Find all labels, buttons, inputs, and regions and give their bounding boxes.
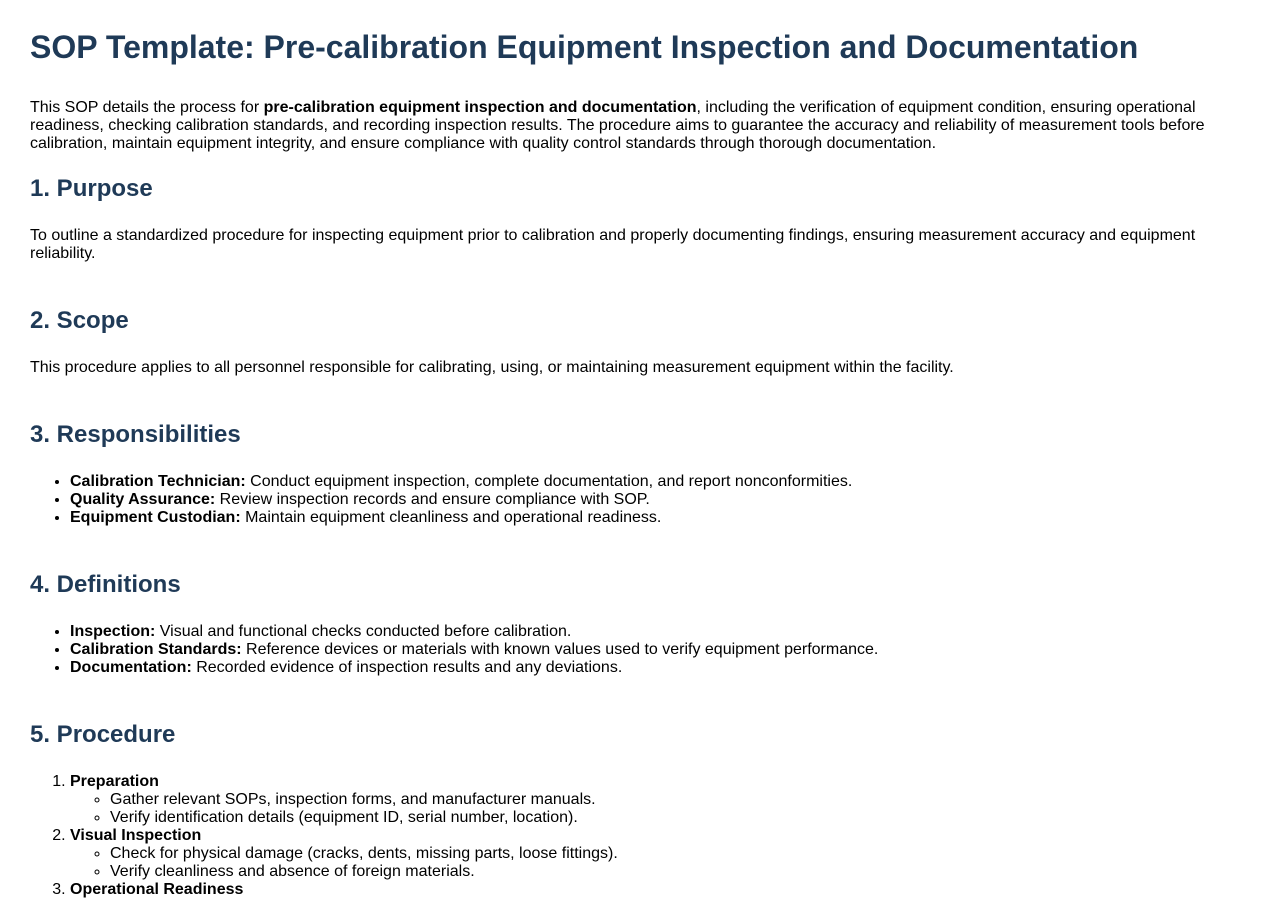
list-item (70, 491, 1233, 509)
list-item (70, 623, 1233, 641)
responsibilities-heading: 3. Responsibilities (30, 421, 241, 448)
step-substeps (70, 845, 1233, 881)
list-item (70, 509, 1233, 527)
procedure-list (30, 773, 1233, 899)
list-item (70, 473, 1233, 491)
step-title: Operational Readiness (70, 881, 244, 898)
item-term: Quality Assurance: (70, 491, 216, 508)
item-text: Conduct equipment inspection, complete documentation, and report nonconformities. (245, 473, 853, 490)
step-title: Visual Inspection (70, 827, 202, 844)
intro-text-start: This SOP details the process for (30, 99, 264, 116)
item-term: Calibration Technician: (70, 473, 246, 490)
step-title: Preparation (70, 773, 159, 790)
item-term: Inspection: (70, 623, 156, 640)
substep-item: ◦ Verify identification details (equipment ID, serial number, location). (110, 809, 1233, 827)
definitions-heading: 4. Definitions (30, 571, 181, 598)
item-text: Reference devices or materials with known values used to verify equipment performance. (241, 641, 879, 658)
item-term: Equipment Custodian: (70, 509, 241, 526)
item-term: Calibration Standards: (70, 641, 242, 658)
substep-item: ◦ Gather relevant SOPs, inspection forms, and manufacturer manuals. (110, 791, 1233, 809)
item-text: Review inspection records and ensure compliance with SOP. (215, 491, 650, 508)
scope-text: This procedure applies to all personnel responsible for calibrating, using, or maintaining measurement equipment within the facility. (30, 359, 954, 376)
substep-item: ◦ Verify cleanliness and absence of foreign materials. (110, 863, 1233, 881)
list-item (70, 641, 1233, 659)
list-item (70, 659, 1233, 677)
item-text: Maintain equipment cleanliness and operational readiness. (240, 509, 662, 526)
procedure-step (70, 827, 1233, 881)
substep-item: ◦ Check for physical damage (cracks, dents, missing parts, loose fittings). (110, 845, 1233, 863)
intro-paragraph (30, 99, 1233, 153)
procedure-step (70, 773, 1233, 827)
purpose-text: To outline a standardized procedure for inspecting equipment prior to calibration and properly documenting findings, ensuring measurement accuracy and equipment reliability. (30, 227, 1196, 262)
purpose-heading: 1. Purpose (30, 175, 153, 202)
step-substeps (70, 791, 1233, 827)
intro-emphasis: pre-calibration equipment inspection and documentation (263, 99, 697, 116)
item-text: Visual and functional checks conducted before calibration. (155, 623, 572, 640)
responsibilities-list (30, 473, 1233, 527)
item-term: Documentation: (70, 659, 192, 676)
procedure-heading: 5. Procedure (30, 721, 176, 748)
definitions-list (30, 623, 1233, 677)
item-text: Recorded evidence of inspection results and any deviations. (191, 659, 623, 676)
procedure-step (70, 881, 1233, 899)
intro-text-end: , including the verification of equipment condition, ensuring operational readiness, checking calibration standards, and recording inspection results. The procedure aims to guarantee the accuracy and reliability of measurement tools before calibration, maintain equipment integrity, and ensure compliance with quality control standards through thorough documentation. (30, 99, 1205, 152)
scope-heading: 2. Scope (30, 307, 129, 334)
page-title: SOP Template: Pre-calibration Equipment Inspection and Documentation (30, 29, 1139, 65)
